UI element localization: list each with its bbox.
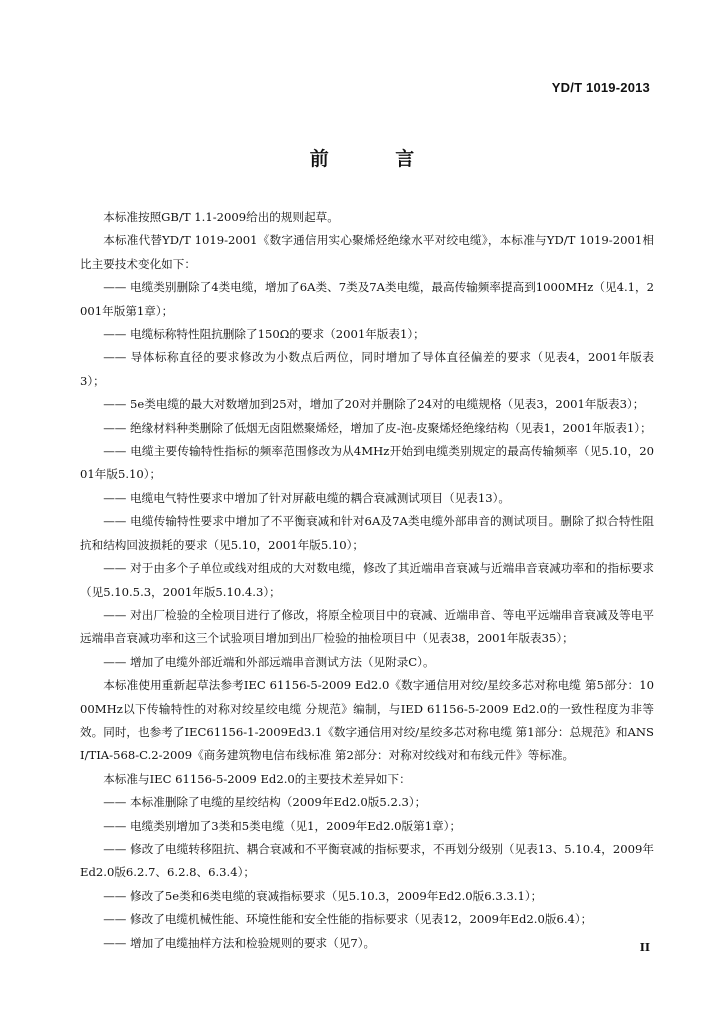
list-item: —— 增加了电缆外部近端和外部远端串音测试方法（见附录C）。 (103, 654, 435, 669)
list-item: —— 修改了电缆转移阻抗、耦合衰减和不平衡衰减的指标要求，不再划分级别（见表13、5.10.4，2009年Ed2.0版6.2.7、6.2.8、6.3.4）； (80, 841, 654, 880)
list-item: —— 电缆标称特性阻抗删除了150Ω的要求（2001年版表1）； (103, 327, 425, 342)
list-item: —— 电缆主要传输特性指标的频率范围修改为从4MHz开始到电缆类别规定的最高传输频率（见5.10，2001年版5.10）； (80, 444, 654, 482)
list-item: —— 对出厂检验的全检项目进行了修改，将原全检项目中的衰减、近端串音、等电平远端串音衰减及等电平远端串音衰减功率和这三个试验项目增加到出厂检验的抽检项目中（见表38，2001年版表35）； (80, 607, 654, 646)
paragraph: 本标准与IEC 61156-5-2009 Ed2.0的主要技术差异如下： (103, 771, 411, 786)
list-item: —— 绝缘材料种类删除了低烟无卤阻燃聚烯烃，增加了皮-泡-皮聚烯烃绝缘结构（见表1，2001年版表1）； (103, 420, 652, 435)
list-item: —— 增加了电缆抽样方法和检验规则的要求（见7）。 (103, 935, 376, 950)
list-item: —— 电缆类别增加了3类和5类电缆（见1，2009年Ed2.0版第1章）； (103, 818, 462, 833)
paragraph: 本标准代替YD/T 1019-2001《数字通信用实心聚烯烃绝缘水平对绞电缆》，本标准与YD/T 1019-2001相比主要技术变化如下： (80, 233, 654, 271)
page-title: 前 言 (309, 148, 445, 170)
paragraph: 本标准使用重新起草法参考IEC 61156-5-2009 Ed2.0《数字通信用对绞/星绞多芯对称电缆 第5部分：1000MHz以下传输特性的对称对绞星绞电缆 分规范》编制，与IED 61156-5-2009 Ed2.0的一致性程度为非等效。同时，也参考了IEC61156-1-2009Ed3.1《数字通信用对绞/星绞多芯对称电缆 第1部分：总规范》和ANSI/TIA-568-C.2-2009《商务建筑物电信布线标准 第2部分：对称对绞线对和布线元件》等标准。 (80, 678, 654, 763)
list-item: —— 导体标称直径的要求修改为小数点后两位，同时增加了导体直径偏差的要求（见表4，2001年版表3）； (80, 350, 654, 388)
standard-number: YD/T 1019-2013 (551, 80, 650, 95)
list-item: —— 电缆类别删除了4类电缆，增加了6A类、7类及7A类电缆，最高传输频率提高到1000MHz（见4.1，2001年版第1章）； (80, 280, 654, 318)
list-item: —— 修改了电缆机械性能、环境性能和安全性能的指标要求（见表12，2009年Ed2.0版6.4）； (103, 912, 593, 927)
list-item: —— 修改了5e类和6类电缆的衰减指标要求（见5.10.3，2009年Ed2.0版6.3.3.1）； (103, 888, 543, 903)
body-text (80, 206, 654, 955)
list-item: —— 5e类电缆的最大对数增加到25对，增加了20对并删除了24对的电缆规格（见表3，2001年版表3）； (103, 397, 645, 412)
list-item: —— 本标准删除了电缆的星绞结构（2009年Ed2.0版5.2.3）； (103, 795, 427, 810)
page-number: II (639, 941, 650, 954)
list-item: —— 电缆传输特性要求中增加了不平衡衰减和针对6A及7A类电缆外部串音的测试项目。删除了拟合特性阻抗和结构回波损耗的要求（见5.10，2001年版5.10）； (80, 514, 654, 552)
paragraph: 本标准按照GB/T 1.1-2009给出的规则起草。 (103, 210, 339, 224)
list-item: —— 电缆电气特性要求中增加了针对屏蔽电缆的耦合衰减测试项目（见表13）。 (103, 490, 511, 505)
list-item: —— 对于由多个子单位或线对组成的大对数电缆，修改了其近端串音衰减与近端串音衰减功率和的指标要求（见5.10.5.3，2001年版5.10.4.3）； (80, 561, 654, 599)
